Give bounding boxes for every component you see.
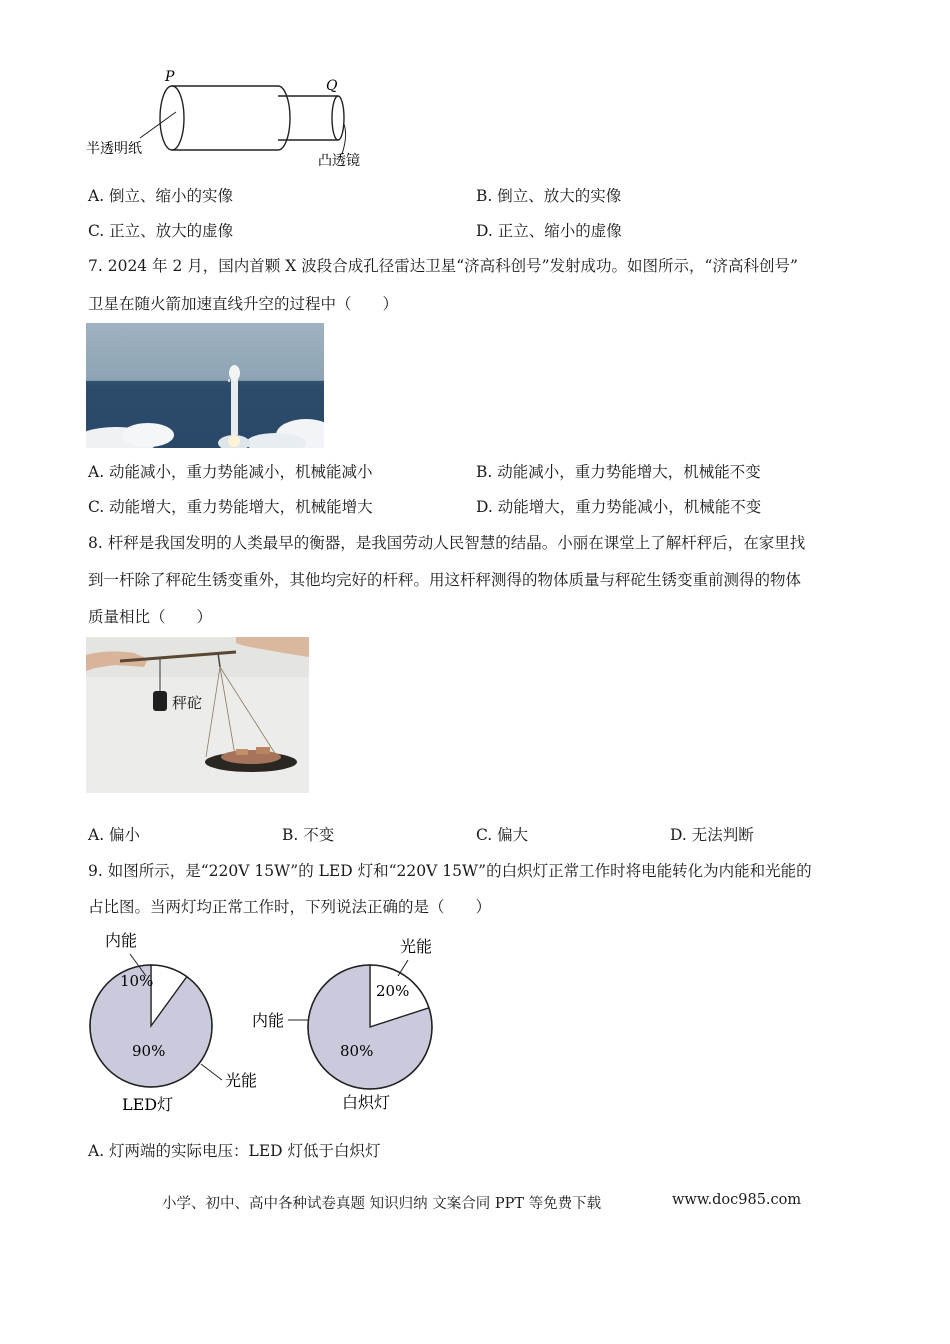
q6-option-a: A. 倒立、缩小的实像	[88, 187, 234, 205]
inc-pie-title: 白炽灯	[342, 1093, 391, 1112]
label-convex-lens: 凸透镜	[318, 153, 360, 169]
rocket-body	[231, 377, 238, 435]
q6-option-d: D. 正立、缩小的虚像	[476, 222, 622, 240]
footer-text: 小学、初中、高中各种试卷真题 知识归纳 文案合同 PPT 等免费下载	[162, 1196, 602, 1212]
lens-end	[332, 96, 344, 140]
led-label-internal: 内能	[105, 931, 138, 950]
inc-value-20: 20%	[376, 982, 410, 1000]
label-q: Q	[326, 78, 338, 94]
inc-value-80: 80%	[340, 1042, 374, 1060]
rocket-launch-photo	[86, 323, 324, 448]
inc-label-internal: 内能	[252, 1011, 285, 1030]
led-value-10: 10%	[120, 972, 154, 990]
led-label-light: 光能	[225, 1071, 258, 1090]
q8-stem-line3: 质量相比（ ）	[88, 608, 213, 626]
led-pie-title: LED灯	[122, 1095, 174, 1114]
label-translucent-paper: 半透明纸	[86, 141, 142, 157]
q6-option-b: B. 倒立、放大的实像	[476, 187, 622, 205]
q9-stem-line2: 占比图。当两灯均正常工作时，下列说法正确的是（ ）	[88, 898, 492, 916]
outer-tube-front	[160, 86, 184, 150]
inc-label-light: 光能	[400, 937, 433, 956]
q7-stem-line1: 7. 2024 年 2 月，国内首颗 X 波段合成孔径雷达卫星“济高科创号”发射成功。如图所示，“济高科创号”	[88, 257, 798, 275]
q6-option-c: C. 正立、放大的虚像	[88, 222, 234, 240]
q9-option-a: A. 灯两端的实际电压：LED 灯低于白炽灯	[88, 1142, 381, 1160]
led-light-pointer	[201, 1064, 222, 1080]
q8-stem-line2: 到一杆除了秤砣生锈变重外，其他均完好的杆秤。用这杆秤测得的物体质量与秤砣生锈变重前测得的物体	[88, 571, 802, 589]
steelyard-photo	[86, 637, 309, 793]
q8-stem-line1: 8. 杆秤是我国发明的人类最早的衡器，是我国劳动人民智慧的结晶。小丽在课堂上了解杆秤后，在家里找	[88, 534, 806, 552]
q9-stem-line1: 9. 如图所示，是“220V 15W”的 LED 灯和“220V 15W”的白炽灯正常工作时将电能转化为内能和光能的	[88, 862, 812, 880]
q7-option-c: C. 动能增大，重力势能增大，机械能增大	[88, 498, 373, 516]
weight-label: 秤砣	[172, 694, 203, 712]
led-value-90: 90%	[132, 1042, 166, 1060]
label-p: P	[165, 69, 175, 85]
q8-option-a: A. 偏小	[88, 826, 141, 844]
steelyard-weight	[153, 691, 167, 711]
energy-pie-charts	[80, 924, 460, 1119]
q7-option-a: A. 动能减小，重力势能减小，机械能减小	[88, 463, 373, 481]
q8-option-d: D. 无法判断	[670, 826, 754, 844]
q7-option-d: D. 动能增大，重力势能减小，机械能不变	[476, 498, 762, 516]
q8-option-b: B. 不变	[282, 826, 335, 844]
q7-stem-line2: 卫星在随火箭加速直线升空的过程中（ ）	[88, 295, 399, 313]
camera-model-diagram	[80, 64, 380, 174]
inc-light-pointer	[398, 960, 408, 976]
footer-url[interactable]: www.doc985.com	[672, 1192, 802, 1208]
q8-option-c: C. 偏大	[476, 826, 529, 844]
q7-option-b: B. 动能减小，重力势能增大，机械能不变	[476, 463, 761, 481]
